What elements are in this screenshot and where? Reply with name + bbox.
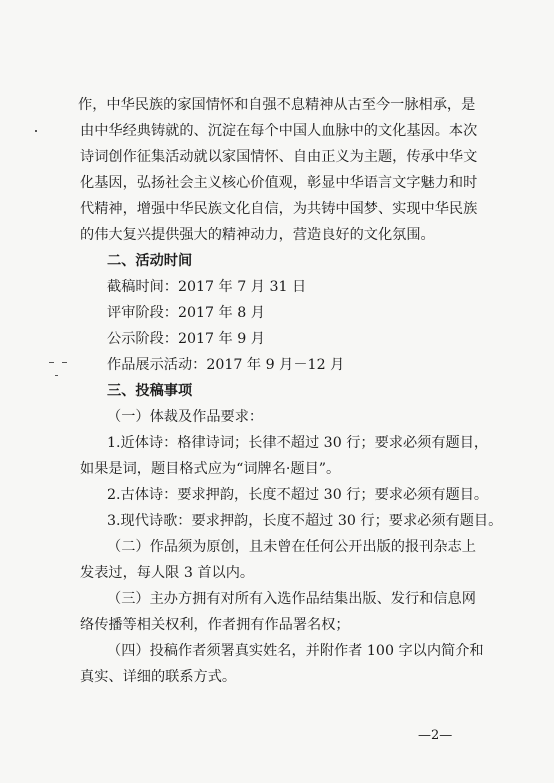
deadline-item: 截稿时间：2017 年 7 月 31 日	[107, 279, 307, 295]
rights-rule: （三）主办方拥有对所有入选作品结集出版、发行和信息网	[107, 591, 476, 607]
review-item: 评审阶段：2017 年 8 月	[107, 305, 265, 321]
exhibition-item: 作品展示活动：2017 年 9 月－12 月	[107, 357, 345, 373]
publicity-item: 公示阶段：2017 年 9 月	[107, 331, 265, 347]
scan-speck	[35, 130, 37, 132]
ancient-poetry-rule: 2.古体诗：要求押韵，长度不超过 30 行；要求必须有题目。	[107, 487, 489, 503]
scan-speck	[55, 375, 58, 376]
intro-line-6: 的伟大复兴提供强大的精神动力，营造良好的文化氛围。	[80, 227, 435, 243]
author-info-rule: （四）投稿作者须署真实姓名，并附作者 100 字以内简介和	[107, 643, 484, 659]
section-three-heading: 三、投稿事项	[107, 383, 193, 399]
regulated-verse-rule-cont: 如果是词，题目格式应为“词牌名·题目”。	[80, 461, 341, 477]
intro-line-5: 代精神，增强中华民族文化自信，为共铸中国梦、实现中华民族	[80, 201, 478, 217]
scan-speck	[62, 362, 67, 363]
regulated-verse-rule: 1.近体诗：格律诗词；长律不超过 30 行；要求必须有题目，	[107, 435, 489, 451]
intro-line-1: 作，中华民族的家国情怀和自强不息精神从古至今一脉相承，是	[78, 97, 476, 113]
intro-line-2: 由中华经典铸就的、沉淀在每个中国人血脉中的文化基因。本次	[80, 123, 478, 139]
modern-poetry-rule: 3.现代诗歌：要求押韵，长度不超过 30 行；要求必须有题目。	[107, 513, 503, 529]
intro-line-4: 化基因，弘扬社会主义核心价值观，彰显中华语言文字魅力和时	[80, 175, 478, 191]
genre-requirements: （一）体裁及作品要求：	[107, 409, 264, 425]
intro-line-3: 诗词创作征集活动就以家国情怀、自由正义为主题，传承中华文	[80, 149, 478, 165]
originality-rule: （二）作品须为原创，且未曾在任何公开出版的报刊杂志上	[107, 539, 476, 555]
scan-speck	[49, 362, 54, 363]
author-info-rule-cont: 真实、详细的联系方式。	[80, 669, 237, 685]
rights-rule-cont: 络传播等相关权利，作者拥有作品署名权；	[80, 617, 350, 633]
originality-rule-cont: 发表过，每人限 3 首以内。	[80, 565, 255, 581]
section-two-heading: 二、活动时间	[107, 253, 193, 269]
page-number: —2—	[418, 728, 453, 743]
